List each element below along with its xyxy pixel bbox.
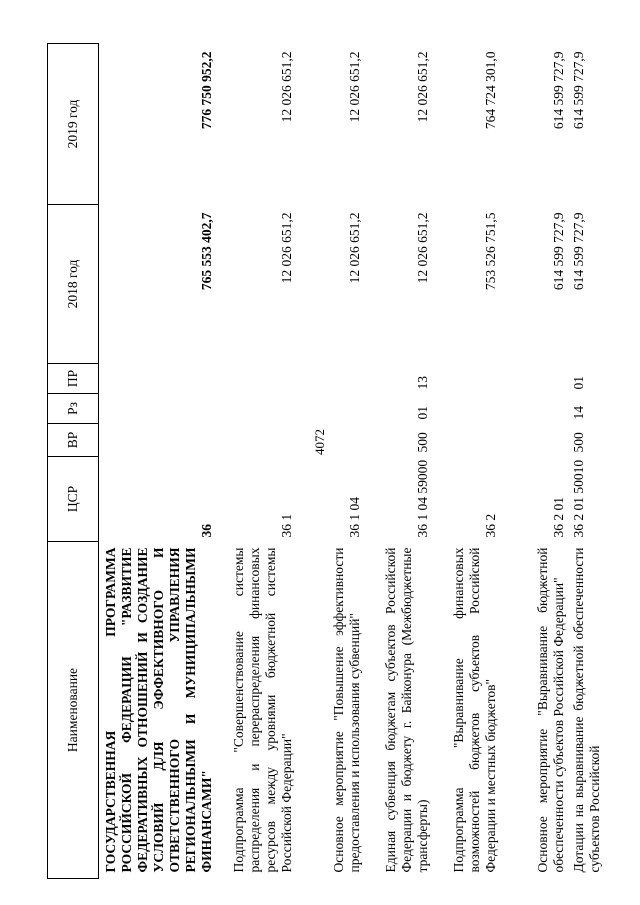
row-name: Подпрограмма "Выравнивание финансовых возможностей бюджетов субъектов Российской Федерации и местных бюджетов" <box>450 547 498 873</box>
row-pr <box>501 364 569 394</box>
row-rz <box>99 394 217 424</box>
row-2018: 753 526 751,5 <box>482 212 498 291</box>
row-pr <box>433 364 501 394</box>
row-pr: 13 <box>414 376 430 390</box>
row-name: Основное мероприятие "Выравнивание бюджетной обеспеченности субъектов Российской Федерации" <box>534 547 566 873</box>
row-csr: 36 2 01 <box>550 497 566 538</box>
row-2018: 614 599 727,9 <box>570 212 586 291</box>
row-name: Подпрограмма "Совершенствование системы распределения и перераспределения финансовых ресурсов между уровнями бюджетной системы Российской Федерации" <box>230 547 294 873</box>
row-2019: 614 599 727,9 <box>570 51 586 130</box>
header-2019: 2019 год <box>48 44 99 205</box>
row-vr <box>297 424 365 457</box>
page-number: 4072 <box>312 429 327 455</box>
row-vr <box>99 424 217 457</box>
table-row <box>297 44 365 879</box>
row-2018: 12 026 651,2 <box>346 212 362 284</box>
row-csr: 36 <box>198 524 214 538</box>
table-row <box>365 44 433 879</box>
row-rz: 01 <box>414 406 430 420</box>
row-rz <box>297 394 365 424</box>
row-pr <box>217 364 297 394</box>
row-vr <box>217 424 297 457</box>
row-csr: 36 1 <box>278 513 294 538</box>
row-vr: 500 <box>570 432 586 453</box>
table-row <box>569 44 609 879</box>
row-2019: 776 750 952,2 <box>198 51 214 130</box>
row-2019: 12 026 651,2 <box>414 51 430 123</box>
row-name: Основное мероприятие "Повышение эффективности предоставления и использования субвенций" <box>330 547 362 873</box>
table-row <box>217 44 297 879</box>
budget-table <box>47 43 609 879</box>
table-row <box>99 44 217 879</box>
row-2019: 12 026 651,2 <box>278 51 294 123</box>
header-rz: Рз <box>48 394 99 424</box>
table-header-row <box>48 44 99 879</box>
row-rz <box>433 394 501 424</box>
header-pr: ПР <box>48 364 99 394</box>
row-csr: 36 1 04 <box>346 497 362 538</box>
header-2018: 2018 год <box>48 205 99 364</box>
row-name: ГОСУДАРСТВЕННАЯ ПРОГРАММА РОССИЙСКОЙ ФЕДЕРАЦИИ "РАЗВИТИЕ ФЕДЕРАТИВНЫХ ОТНОШЕНИЙ И СОЗДАНИЕ УСЛОВИЙ ДЛЯ ЭФФЕКТИВНОГО И ОТВЕТСТВЕННОГО УПРАВЛЕНИЯ РЕГИОНАЛЬНЫМИ И МУНИЦИПАЛЬНЫМИ ФИНАНСАМИ" <box>102 547 214 873</box>
header-name: Наименование <box>48 542 99 879</box>
row-pr <box>99 364 217 394</box>
header-vr: ВР <box>48 424 99 457</box>
row-vr: 500 <box>414 432 430 453</box>
table-row <box>433 44 501 879</box>
row-vr <box>501 424 569 457</box>
row-2018: 614 599 727,9 <box>550 212 566 291</box>
row-csr: 36 2 <box>482 513 498 538</box>
row-rz <box>217 394 297 424</box>
row-2019: 12 026 651,2 <box>346 51 362 123</box>
row-pr: 01 <box>570 376 586 390</box>
row-pr <box>297 364 365 394</box>
row-csr: 36 1 04 59000 <box>414 459 430 538</box>
row-csr: 36 2 01 50010 <box>570 459 586 538</box>
row-rz: 14 <box>570 406 586 420</box>
row-2019: 764 724 301,0 <box>482 51 498 130</box>
row-2018: 765 553 402,7 <box>198 212 214 291</box>
row-vr <box>433 424 501 457</box>
header-csr: ЦСР <box>48 457 99 542</box>
table-row <box>501 44 569 879</box>
budget-table-sheet <box>47 44 632 879</box>
row-name: Дотации на выравнивание бюджетной обеспеченности субъектов Российской <box>570 547 602 873</box>
row-2019: 614 599 727,9 <box>550 51 566 130</box>
row-2018: 12 026 651,2 <box>414 212 430 284</box>
row-name: Единая субвенция бюджетам субъектов Российской Федерации и бюджету г. Байконура (Межбюджетные трансферты) <box>382 547 430 873</box>
row-2018: 12 026 651,2 <box>278 212 294 284</box>
row-rz <box>501 394 569 424</box>
